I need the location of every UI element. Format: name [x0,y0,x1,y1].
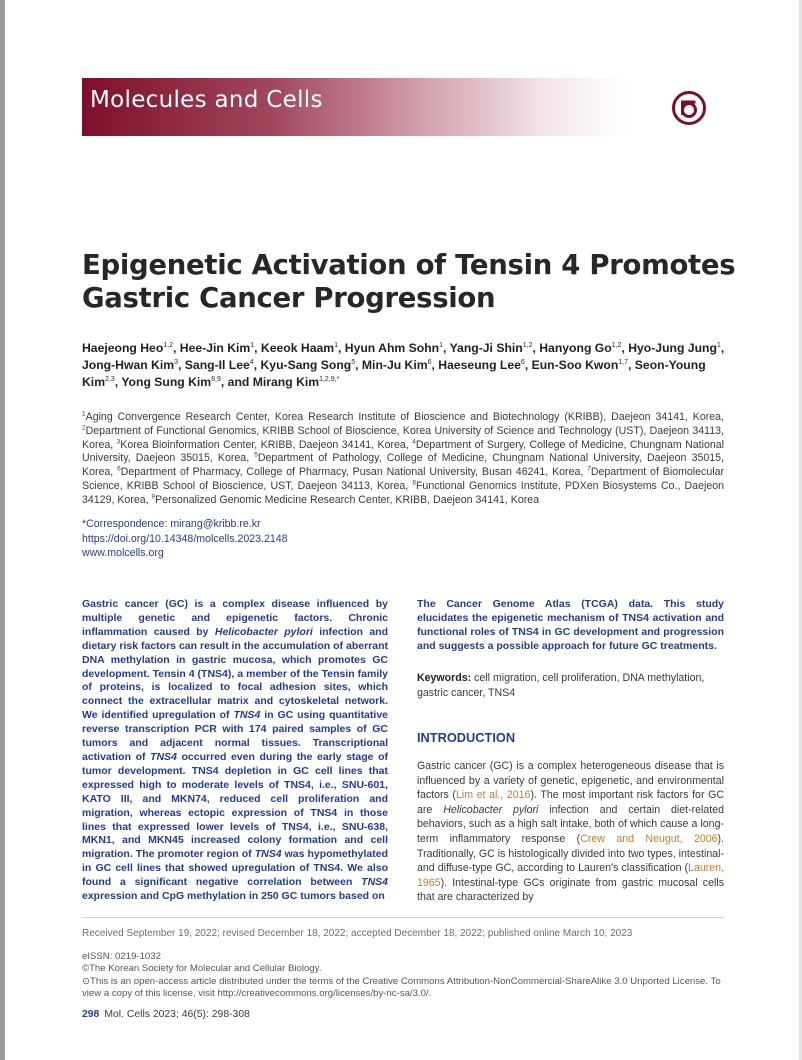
author-name: Hee-Jin Kim$^1$ [179,341,255,355]
affil-text: Department of Biomolecular Science, KRIBB School of Bioscience, UST, Daejeon 34113, Korea, [82,466,725,492]
website-link[interactable]: www.molcells.org [82,547,164,559]
author-affil-sup: 1 [334,341,338,349]
author-name: Kyu-Sang Song$^5$ [260,358,356,372]
license-text: ⊙This is an open-access article distributed under the terms of the Creative Commons Attribution-NonCommercial-ShareAlike 3.0 Unported License. To view a copy of this license, visit http://creativecommons.org/licenses/by-nc-sa/3.0/. [82,975,721,999]
author-name: Haeseung Lee$^6$ [438,358,525,372]
author-name: Hanyong Go$^{1,2}$ [539,341,622,355]
author-affil-sup: 1,7 [618,358,628,366]
keywords [417,671,724,700]
author-affil-sup: 1 [250,341,255,349]
author-name: Hyo-Jung Jung$^1$ [628,341,721,355]
affil-sup: 6 [117,465,121,473]
copyright: ©The Korean Society for Molecular and Cellular Biology. [82,963,322,975]
affil-sup: 4 [412,438,416,446]
author-affil-sup: 5 [351,358,356,366]
author-name: Keeok Haam$^1$ [260,341,338,355]
affil-sup: 5 [254,451,258,459]
author-affil-sup: 4 [249,358,254,366]
article-title: Epigenetic Activation of Tensin 4 Promotes Gastric Cancer Progression [82,249,736,314]
doi-link[interactable]: https://doi.org/10.14348/molcells.2023.2148 [82,532,288,545]
section-heading: INTRODUCTION [417,730,516,745]
author-name: Hyun Ahm Sohn$^1$ [344,341,444,355]
author-name: Min-Ju Kim$^6$ [361,358,432,372]
footer-divider [82,917,724,918]
affil-text: Aging Convergence Research Center, Korea Research Institute of Bioscience and Biotechnology (KRIBB), Daejeon 34141, Korea, [85,411,724,423]
author-affil-sup: 1,2 [163,341,174,349]
correspondence[interactable]: *Correspondence: mirang@kribb.re.kr [82,518,261,530]
affil-text: Department of Functional Genomics, KRIBB School of Bioscience, Korea University of Science and Technology (UST), Daejeon 34113, Korea, [82,424,724,451]
author-name: Eun-Soo Kwon$^{1,7}$ [531,358,628,372]
license-block [82,951,724,1000]
author-name: Jong-Hwan Kim$^3$ [82,358,178,372]
keywords-text: cell migration, cell proliferation, DNA methylation, gastric cancer, TNS4 [417,672,705,699]
journal-banner [82,78,724,136]
author-affil-sup: 1,2 [522,341,533,349]
author-affil-sup: 2,3 [105,375,115,383]
affiliations [82,411,724,508]
page-footer [82,1009,250,1020]
affil-sup: 8 [412,479,416,487]
author-affil-sup: 8,9 [211,375,221,383]
abstract-right: The Cancer Genome Atlas (TCGA) data. This study elucidates the epigenetic mechanism of TNS4 activation and functional roles of TNS4 in GC development and progression and suggests a possible approach for future GC treatments. [417,598,724,652]
author-name: Seon-Young Kim$^{2,3}$ [82,358,706,389]
author-list: Haejeong Heo$^{1,2}$, Hee-Jin Kim$^1$, Keeok Haam$^1$, Hyun Ahm Sohn$^1$, Yang-Ji Shin$^{1,2}$, Hanyong Go$^{1,2}$, Hyo-Jung Jung$^1$, Jong-Hwan Kim$^3$, Sang-Il Lee$^4$, Kyu-Sang Song$^5$, Min-Ju Kim$^6$, Haeseung Lee$^6$, Eun-Soo Kwon$^{1,7}$, Seon-Young Kim$^{2,3}$, Yong Sung Kim$^{8,9}$, and Mirang Kim$^{1,2,9,*}$ [82,341,725,389]
affil-text: Personalized Genomic Medicine Research Center, KRIBB, Daejeon 34141, Korea [155,493,540,506]
keywords-label: Keywords: [417,672,472,684]
author-name: Sang-Il Lee$^4$ [184,358,254,372]
affil-sup: 2 [82,424,86,432]
article-meta [82,517,288,561]
introduction-text: Gastric cancer (GC) is a complex heterogeneous disease that is influenced by a variety of genetic, epigenetic, and environmental factors (Lim et al., 2016). The most important risk factors for GC are Helicobacter pylori infection and certain diet-related behaviors, such as a high salt intake, both of which cause a long-term inflammatory response (Crew and Neugut, 2006). Traditionally, GC is histologically divided into two types, intestinal- and diffuse-type GC, according to Lauren's classification (Lauren, 1965). Intestinal-type GCs originate from gastric mucosal cells that are characterized by [417,760,725,904]
author-name: Yong Sung Kim$^{8,9}$ [121,375,221,389]
author-affil-sup: 6 [427,358,432,366]
citation: Mol. Cells 2023; 46(5): 298-308 [104,1009,250,1020]
affil-text: Korea Bioinformation Center, KRIBB, Daejeon 34141, Korea, [120,438,413,451]
page-edge [0,0,5,1060]
eissn: eISSN: 0219-1032 [82,951,161,962]
author-name: Mirang Kim$^{1,2,9,*}$ [252,375,340,389]
page-number: 298 [82,1009,100,1020]
journal-name: Molecules and Cells [90,87,323,113]
author-name: Haejeong Heo$^{1,2}$ [82,341,174,355]
author-affil-sup: 1 [716,341,721,349]
affil-sup: 7 [587,465,591,473]
affil-text: Department of Pharmacy, College of Pharmacy, Pusan National University, Busan 46241, Korea, [120,466,588,479]
affil-text: Functional Genomics Institute, PDXen Biosystems Co., Daejeon 34129, Korea, [82,479,725,506]
author-name: Yang-Ji Shin$^{1,2}$ [449,341,533,355]
author-affil-sup: 6 [520,358,525,366]
affil-sup: 9 [151,493,156,501]
affil-text: Department of Surgery, College of Medicine, Chungnam National University, Daejeon 35015, Korea, [82,438,724,465]
affil-text: Department of Pathology, College of Medicine, Chungnam National University, Daejeon 35015, Korea, [82,452,724,479]
journal-logo-icon [672,91,706,125]
received-dates: Received September 19, 2022; revised December 18, 2022; accepted December 18, 2022; published online March 10, 2023 [82,928,633,939]
cc-icon: ⊙ [82,975,91,987]
affil-sup: 1 [82,410,86,418]
author-affil-sup: 1,2 [611,341,622,349]
author-affil-sup: 3 [174,358,178,366]
author-affil-sup: 1 [439,341,444,349]
affil-sup: 3 [116,438,121,446]
author-affil-sup: 1,2,9,* [319,375,340,383]
abstract-left: Gastric cancer (GC) is a complex disease influenced by multiple genetic and epigenetic factors. Chronic inflammation caused by Helicobacter pylori infection and dietary risk factors can result in the accumulation of aberrant DNA methylation in gastric mucosa, which promotes GC development. Tensin 4 (TNS4), a member of the Tensin family of proteins, is localized to focal adhesion sites, which connect the extracellular matrix and cytoskeletal network. We identified upregulation of TNS4 in GC using quantitative reverse transcription PCR with 174 paired samples of GC tumors and adjacent normal tissues. Transcriptional activation of TNS4 occurred even during the early stage of tumor development. TNS4 depletion in GC cell lines that expressed high to moderate levels of TNS4, i.e., SNU-601, KATO III, and MKN74, reduced cell proliferation and migration, whereas ectopic expression of TNS4 in those lines that expressed lower levels of TNS4, i.e., SNU-638, MKN1, and MKN45 increased colony formation and cell migration. The promoter region of TNS4 was hypomethylated in GC cell lines that showed upregulation of TNS4. We also found a significant negative correlation between TNS4 expression and CpG methylation in 250 GC tumors based on [82,598,389,903]
